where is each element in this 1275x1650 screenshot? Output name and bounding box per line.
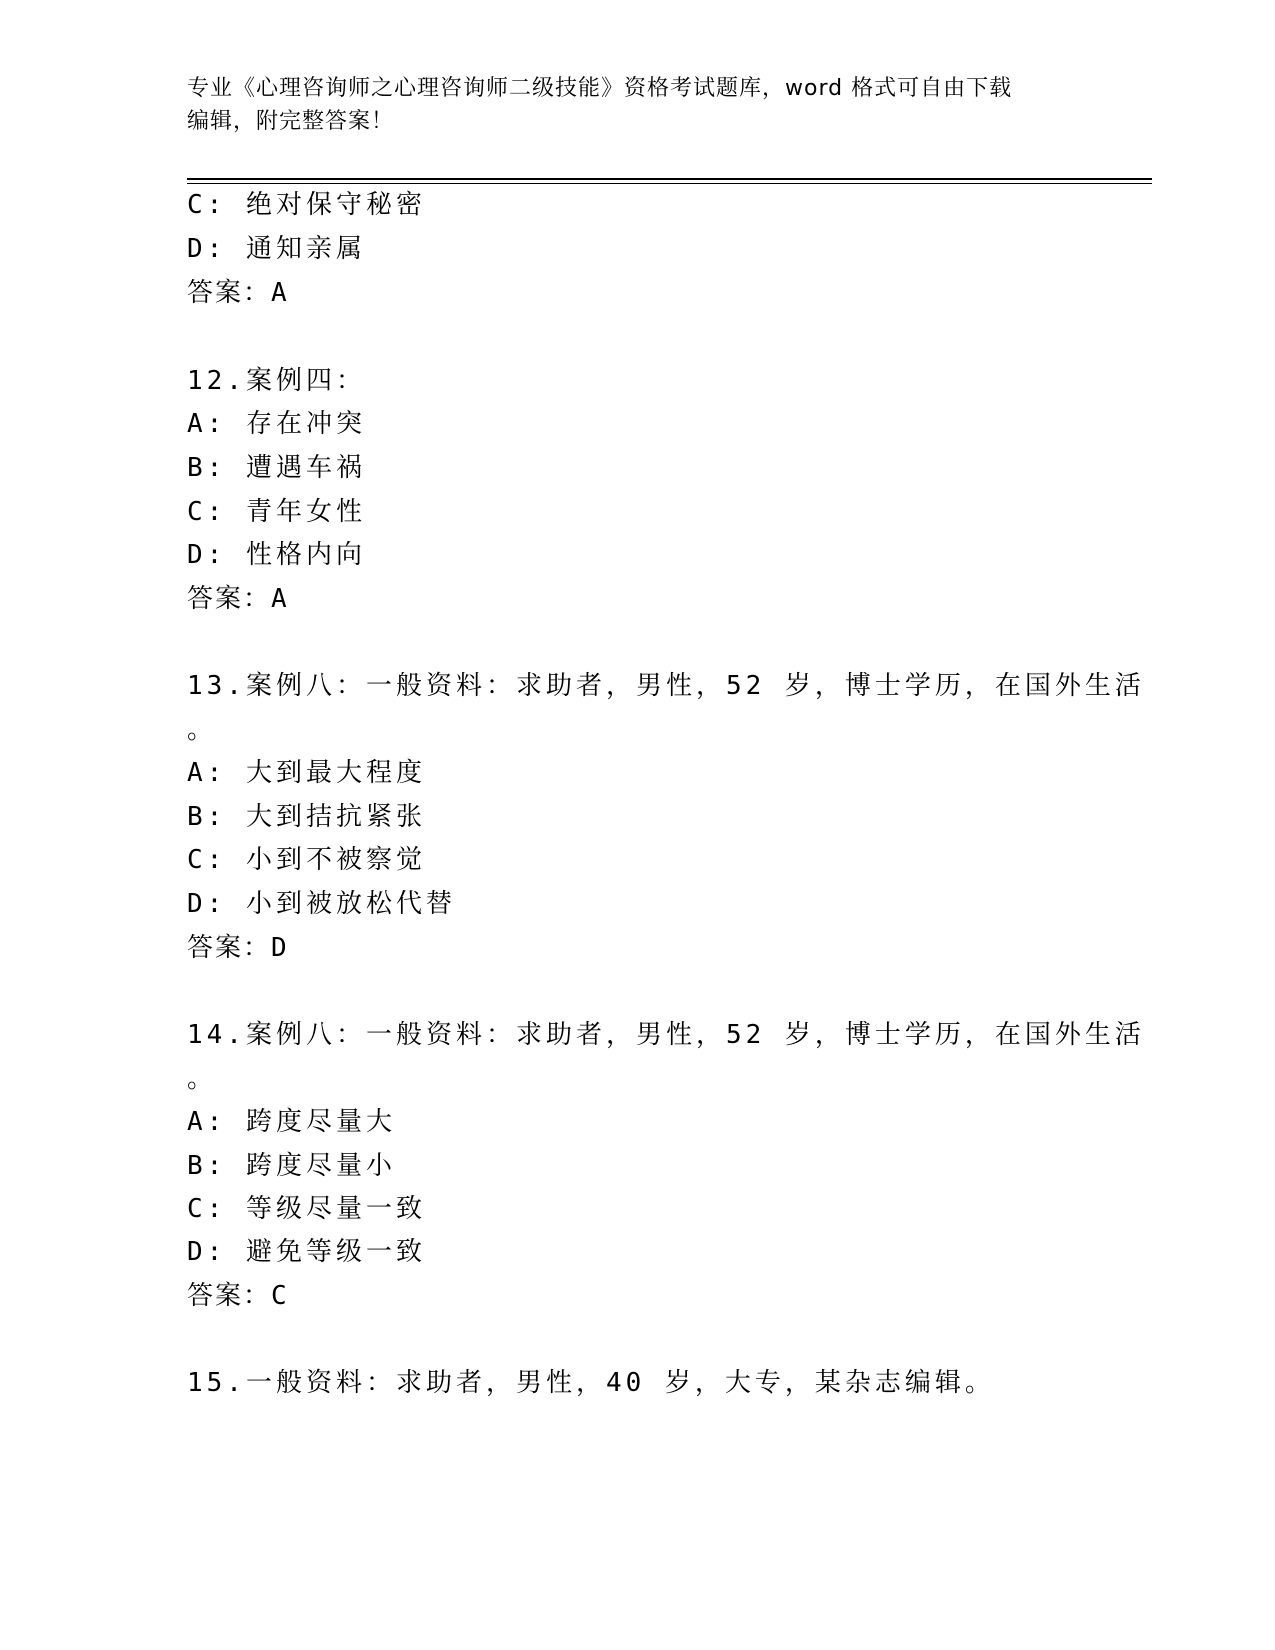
q11-option-c: C: 绝对保守秘密 — [187, 190, 426, 220]
answer-value: D — [271, 933, 289, 963]
q14-answer — [187, 1279, 289, 1313]
q12-option-a: A: 存在冲突 — [187, 409, 366, 439]
q11-option-d: D: 通知亲属 — [187, 234, 366, 264]
q13-option-d: D: 小到被放松代替 — [187, 889, 456, 919]
q14-option-d: D: 避免等级一致 — [187, 1237, 426, 1267]
document-header — [187, 72, 1067, 138]
q12-option-c: C: 青年女性 — [187, 497, 366, 527]
q12-option-b: B: 遭遇车祸 — [187, 453, 366, 483]
q11-answer — [187, 276, 289, 310]
q12-answer — [187, 582, 289, 616]
answer-value: C — [271, 1281, 289, 1311]
q13-answer — [187, 931, 289, 965]
q12-option-d: D: 性格内向 — [187, 540, 366, 570]
header-line-2: 编辑，附完整答案！ — [187, 109, 395, 134]
q15-stem: 15.一般资料：求助者，男性，40 岁，大专，某杂志编辑。 — [187, 1368, 995, 1398]
header-line-1: 专业《心理咨询师之心理咨询师二级技能》资格考试题库，word 格式可自由下载 — [187, 76, 1013, 101]
q14-option-c: C: 等级尽量一致 — [187, 1194, 426, 1224]
answer-label: 答案： — [187, 584, 272, 614]
q13-stem-continued: 。 — [187, 715, 218, 745]
answer-label: 答案： — [187, 1281, 272, 1311]
q13-stem: 13.案例八：一般资料：求助者，男性，52 岁，博士学历，在国外生活 — [187, 671, 1145, 701]
q14-option-b: B: 跨度尽量小 — [187, 1151, 396, 1181]
answer-value: A — [271, 584, 289, 614]
answer-label: 答案： — [187, 933, 272, 963]
q13-option-b: B: 大到拮抗紧张 — [187, 802, 426, 832]
answer-value: A — [271, 278, 289, 308]
header-divider-thin — [187, 183, 1152, 184]
q14-stem: 14.案例八：一般资料：求助者，男性，52 岁，博士学历，在国外生活 — [187, 1020, 1145, 1050]
q13-option-c: C: 小到不被察觉 — [187, 845, 426, 875]
header-divider-thick — [187, 178, 1152, 180]
answer-label: 答案： — [187, 278, 272, 308]
q14-option-a: A: 跨度尽量大 — [187, 1107, 396, 1137]
q14-stem-continued: 。 — [187, 1064, 218, 1094]
q13-option-a: A: 大到最大程度 — [187, 758, 426, 788]
q12-stem: 12.案例四： — [187, 366, 366, 396]
